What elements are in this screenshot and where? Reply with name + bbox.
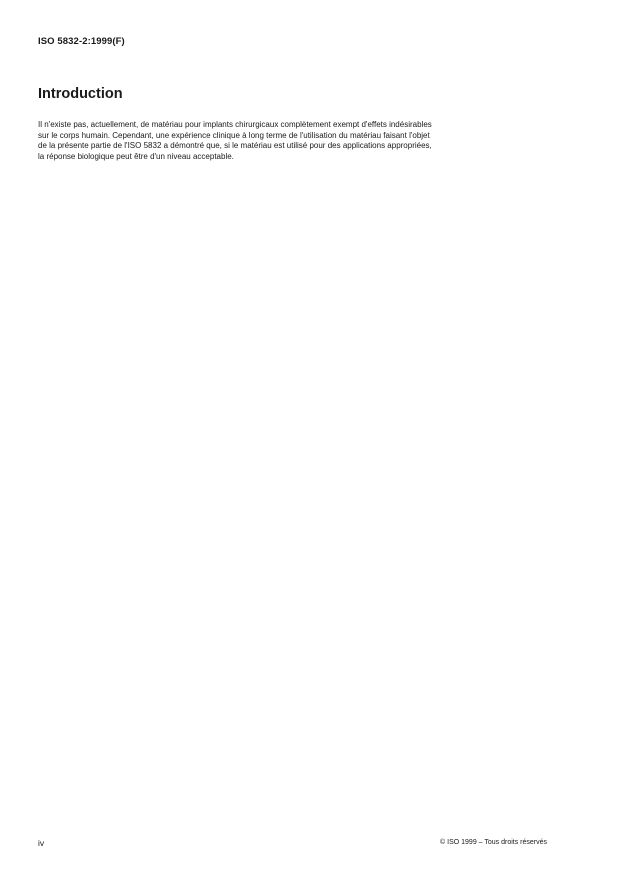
paragraph-line: de la présente partie de l'ISO 5832 a démontré que, si le matériau est utilisé pour des applications appropriées, [38,141,432,151]
section-title: Introduction [38,86,123,102]
copyright-notice: © ISO 1999 – Tous droits réservés [440,839,547,846]
page-number: iv [38,838,45,848]
introduction-paragraph [38,120,558,162]
paragraph-line: Il n'existe pas, actuellement, de matériau pour implants chirurgicaux complètement exempt d'effets indésirables [38,120,432,129]
document-id-header: ISO 5832-2:1999(F) [38,36,125,47]
paragraph-line: la réponse biologique peut être d'un niveau acceptable. [38,151,234,161]
paragraph-line: sur le corps humain. Cependant, une expérience clinique à long terme de l'utilisation du matériau faisant l'objet [38,130,430,140]
